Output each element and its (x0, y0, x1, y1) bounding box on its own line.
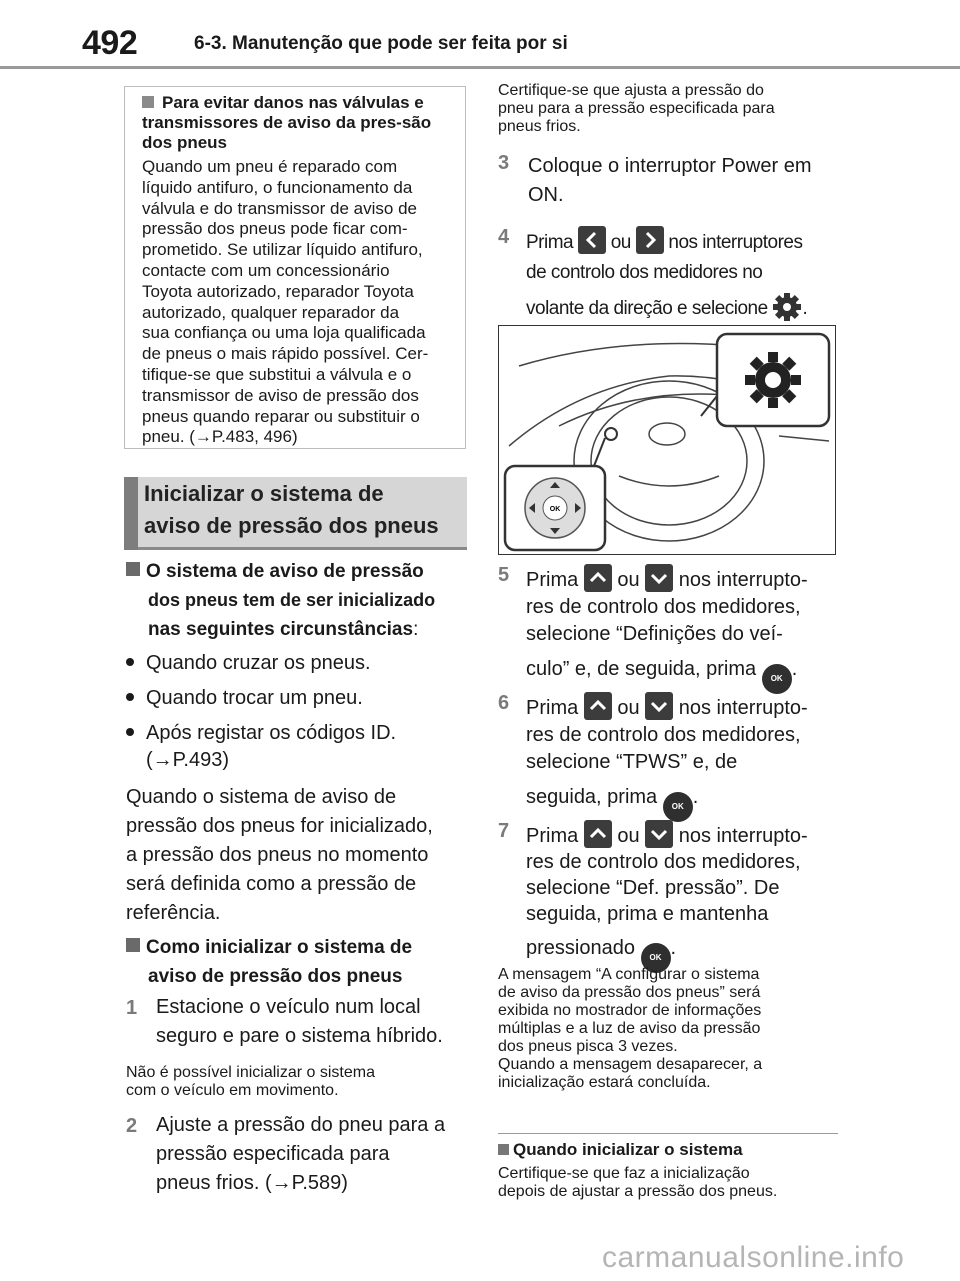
note-line: tifique-se que substitui a válvula e o (142, 364, 412, 384)
subheading-circumstances (126, 557, 470, 644)
ok-button-icon: OK (641, 943, 671, 973)
bullet-text: Quando trocar um pneu. (146, 687, 363, 709)
step-text: nos interruptores (668, 232, 803, 253)
banner-line: Inicializar o sistema de (144, 481, 384, 506)
step-text: nos interrupto- (678, 825, 808, 847)
note-line: pneu para a pressão especificada para (498, 100, 775, 117)
note-line: de aviso da pressão dos pneus” será (498, 984, 761, 1001)
step-text: ou (610, 232, 631, 253)
square-bullet-icon (142, 96, 154, 108)
note-line: Não é possível inicializar o sistema (126, 1064, 375, 1081)
ok-button-label: OK (549, 506, 561, 513)
note-line: inicialização estará concluída. (498, 1074, 711, 1091)
subheading-how-to (126, 933, 470, 991)
page-reference: (→P.493) (146, 749, 230, 771)
step-text: . (670, 937, 677, 959)
step-text: ou (617, 697, 640, 719)
note-line: prometido. Se utilizar líquido antifuro, (142, 240, 423, 260)
note-line: Quando a mensagem desaparecer, a (498, 1056, 763, 1073)
step-7 (498, 820, 838, 970)
step-number: 7 (498, 820, 510, 842)
subheading-when (498, 1140, 838, 1160)
right-arrow-button-icon (636, 226, 664, 254)
up-arrow-button-icon (584, 820, 612, 848)
paragraph-line: Quando o sistema de aviso de (126, 786, 397, 808)
paragraph-line: pressão dos pneus for inicializado, (126, 815, 433, 837)
note-line: líquido antifuro, o funcionamento da (142, 177, 413, 197)
note-title (142, 93, 462, 153)
page-number: 492 (82, 24, 138, 62)
down-arrow-button-icon (645, 820, 673, 848)
step-text: ou (617, 569, 640, 591)
header-divider (0, 66, 960, 69)
note-line: autorizado, qualquer reparador da (142, 302, 400, 322)
step-text: Prima (526, 232, 574, 253)
step-line: Estacione o veículo num local (156, 996, 421, 1018)
when-note (498, 1165, 838, 1201)
step-text: nos interrupto- (678, 569, 808, 591)
section-title: 6-3. Manutenção que pode ser feita por si (194, 33, 568, 54)
step-text: . (692, 786, 699, 808)
subheading-line: aviso de pressão dos pneus (148, 966, 403, 987)
step-line: seguro e pare o sistema híbrido. (156, 1025, 443, 1047)
ok-button-icon: OK (762, 664, 792, 694)
step-line: selecione “Def. pressão”. De (526, 877, 780, 899)
step-line: Ajuste a pressão do pneu para a (156, 1114, 446, 1136)
step-line: res de controlo dos medidores, (526, 596, 801, 618)
subheading-line: dos pneus tem de ser inicializado (148, 590, 436, 610)
step-line: pneus frios. (→P.589) (156, 1172, 348, 1194)
note-line: válvula e do transmissor de aviso de (142, 198, 417, 218)
step-text: volante da direção e selecione (526, 298, 768, 319)
step-text: . (791, 658, 798, 680)
left-arrow-button-icon (578, 226, 606, 254)
step-line: selecione “Definições do veí- (526, 623, 783, 645)
step-2 (126, 1111, 470, 1201)
subheading-line: nas seguintes circunstâncias (148, 619, 414, 640)
step-5 (498, 564, 838, 684)
bullet-text: Quando cruzar os pneus. (146, 652, 371, 674)
bullet-item (126, 648, 470, 678)
note-line: A mensagem “A configurar o sistema (498, 966, 760, 983)
step-line: res de controlo dos medidores, (526, 851, 801, 873)
step-text: culo” e, de seguida, prima (526, 658, 757, 680)
step-number: 5 (498, 564, 510, 586)
subheading-text: Quando inicializar o sistema (513, 1140, 743, 1159)
step-text: Prima (526, 569, 579, 591)
section-divider (498, 1133, 838, 1134)
note-line: exibida no mostrador de informações (498, 1002, 762, 1019)
square-bullet-icon (126, 938, 140, 952)
paragraph-line: a pressão dos pneus no momento (126, 844, 429, 866)
note-line: dos pneus pisca 3 vezes. (498, 1038, 678, 1055)
step-number: 6 (498, 692, 510, 714)
step-number: 3 (498, 152, 510, 174)
note-line: com o veículo em movimento. (126, 1082, 339, 1099)
bullet-item (126, 718, 470, 748)
step-number: 2 (126, 1115, 138, 1137)
bullet-dot-icon (126, 693, 134, 701)
settings-gear-icon (772, 292, 802, 322)
step-text: nos interrupto- (678, 697, 808, 719)
step-2-note (498, 82, 838, 136)
step-4 (498, 226, 838, 318)
note-line: contacte com um concessionário (142, 260, 390, 280)
subheading-line: Como inicializar o sistema de (146, 937, 413, 958)
up-arrow-button-icon (584, 564, 612, 592)
step-line: de controlo dos medidores no (526, 262, 763, 283)
step-1-note (126, 1064, 470, 1100)
banner-accent-bar (124, 477, 138, 550)
bullet-text: Após registar os códigos ID. (146, 722, 397, 744)
down-arrow-button-icon (645, 564, 673, 592)
step-number: 1 (126, 997, 138, 1019)
up-arrow-button-icon (584, 692, 612, 720)
step-6 (498, 692, 838, 812)
colon: : (413, 619, 419, 640)
note-line: pneus quando reparar ou substituir o (142, 406, 420, 426)
ok-button-icon: OK (663, 792, 693, 822)
note-line: múltiplas e a luz de aviso da pressão (498, 1020, 761, 1037)
paragraph-line: referência. (126, 902, 221, 924)
note-body (142, 157, 462, 448)
step-line: seguida, prima e mantenha (526, 903, 769, 925)
step-3 (498, 152, 838, 212)
note-line: depois de ajustar a pressão dos pneus. (498, 1183, 778, 1200)
step-line: ON. (528, 184, 564, 206)
paragraph (126, 783, 470, 928)
note-line: Certifique-se que faz a inicialização (498, 1165, 750, 1182)
note-line: de pneus o mais rápido possível. Cer- (142, 344, 429, 364)
note-line: pneu. (→P.483, 496) (142, 427, 298, 447)
subheading-line: O sistema de aviso de pressão (146, 561, 424, 582)
bullet-item (126, 683, 470, 713)
banner-heading (144, 478, 462, 542)
note-title-text: Para evitar danos nas válvulas e transmissores de aviso da pres-são dos pneus (142, 93, 432, 152)
bullet-dot-icon (126, 728, 134, 736)
note-line: transmissor de aviso de pressão dos (142, 385, 419, 405)
note-line: sua confiança ou uma loja qualificada (142, 323, 426, 343)
note-line: pneus frios. (498, 118, 581, 135)
note-line: Quando um pneu é reparado com (142, 157, 398, 176)
note-line: Certifique-se que ajusta a pressão do (498, 82, 764, 99)
step-line: selecione “TPWS” e, de (526, 751, 738, 773)
step-line: pressão especificada para (156, 1143, 390, 1165)
steering-wheel-illustration (498, 325, 836, 555)
down-arrow-button-icon (645, 692, 673, 720)
banner-line: aviso de pressão dos pneus (144, 513, 439, 538)
step-7-note (498, 966, 838, 1092)
step-line: res de controlo dos medidores, (526, 724, 801, 746)
note-line: pressão dos pneus pode ficar com- (142, 219, 408, 239)
step-text: seguida, prima (526, 786, 658, 808)
step-text: . (802, 298, 808, 319)
bullet-dot-icon (126, 658, 134, 666)
square-bullet-icon (126, 562, 140, 576)
step-text: Prima (526, 697, 579, 719)
step-text: Prima (526, 825, 579, 847)
step-1 (126, 993, 470, 1053)
step-number: 4 (498, 226, 509, 248)
paragraph-line: será definida como a pressão de (126, 873, 417, 895)
watermark-logo: carmanualsonline.info (602, 1241, 905, 1274)
square-bullet-icon (498, 1144, 509, 1155)
step-line: Coloque o interruptor Power em (528, 155, 812, 177)
note-line: Toyota autorizado, reparador Toyota (142, 281, 414, 301)
step-text: ou (617, 825, 640, 847)
step-text: pressionado (526, 937, 635, 959)
